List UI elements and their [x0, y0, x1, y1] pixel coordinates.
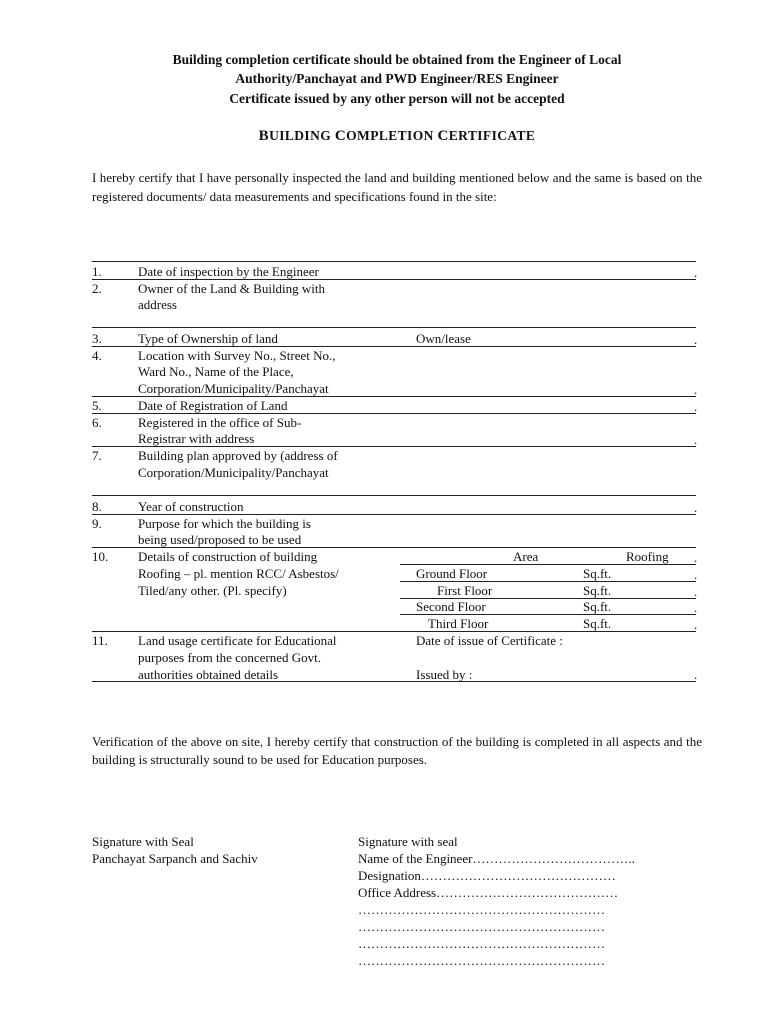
- rule: [92, 327, 696, 328]
- page: Building completion certificate should be obtained from the Engineer of Local Authority/Panchayat and PWD Engineer/RES Engineer Certificate issued by any other person will not be accepted BUILDING COMPLETION CERTIFICATE I hereby certify that I have personally inspected the land and building mentioned below and the same is based on the registered documents/ data measurements and specifications found in the site: . . . . . . . . . . . . 1. Date of inspection by the Engineer 2. Owner of the Land & Building with address 3. Type of Ownership of land Own/lease 4. Location with Survey No., Street No., Ward No., Name of the Place, Corporation/Municipality/Panchayat 5. Date of Registration of Land 6. Registered in the office of Sub- Registrar with address 7. Building plan approved by (address of Corporation/Municipality/Panchayat 8. Year of construction 9. Purpose for which the building is being used/proposed to be used 10. Details of construction of building Roofing – pl. mention RCC/ Asbestos/ Tiled/any other. (Pl. specify) Area Roofing Ground Floor Sq.ft. First Floor Sq.ft. Second Floor Sq.ft. Third Floor Sq.ft. 11. Land usage certificate for Educational purposes from the concerned Govt. authorities obtained details Date of issue of Certificate : Issued by : Verification of the above on site, I hereby certify that construction of the building is completed in all aspects and the building is structurally sound to be used for Education purposes. Signature with Seal Panchayat Sarpanch and Sachiv Signature with seal Name of the Engineer……………………………….. Designation……………………………………… Office Address…………………………………… ………………………………………………… ………………………………………………… ………………………………………………… …………………………………………………: [0, 0, 768, 1024]
- rule: [92, 495, 696, 496]
- engineer-name-field[interactable]: Name of the Engineer………………………………..: [358, 851, 635, 866]
- unit-label: Sq.ft.: [583, 583, 612, 598]
- item-label: Purpose for which the building is: [138, 516, 311, 531]
- address-line-field[interactable]: …………………………………………………: [358, 902, 605, 917]
- item-label: Land usage certificate for Educational: [138, 633, 337, 648]
- date-of-issue-label: Date of issue of Certificate :: [416, 633, 563, 648]
- item-label: authorities obtained details: [138, 667, 279, 682]
- area-header: Area: [513, 549, 539, 564]
- item-label: Corporation/Municipality/Panchayat: [138, 381, 329, 396]
- verification-paragraph: Verification of the above on site, I hereby certify that construction of the building is completed in all aspects and the building is structurally sound to be used for Education purposes.: [92, 734, 702, 767]
- item-number: 1.: [92, 264, 102, 279]
- unit-label: Sq.ft.: [583, 566, 612, 581]
- intro-paragraph: I hereby certify that I have personally inspected the land and building mentioned below and the same is based on the registered documents/ data measurements and specifications found in the site:: [92, 170, 702, 204]
- document-title: BUILDING COMPLETION CERTIFICATE: [258, 128, 536, 144]
- item-label: Date of inspection by the Engineer: [138, 264, 319, 279]
- item-label: Location with Survey No., Street No.,: [138, 348, 336, 363]
- item-label: Details of construction of building: [138, 549, 318, 564]
- address-line-field[interactable]: …………………………………………………: [358, 936, 605, 951]
- item-label: Tiled/any other. (Pl. specify): [138, 583, 287, 598]
- item-number: 3.: [92, 331, 102, 346]
- item-number: 2.: [92, 281, 102, 296]
- address-line-field[interactable]: …………………………………………………: [358, 919, 605, 934]
- item-label: Year of construction: [138, 499, 244, 514]
- item-number: 11.: [92, 633, 108, 648]
- item-label: Building plan approved by (address of: [138, 448, 338, 463]
- item-number: 7.: [92, 448, 102, 463]
- signature-left-role: Panchayat Sarpanch and Sachiv: [92, 851, 258, 866]
- floor-label: First Floor: [437, 583, 493, 598]
- floor-label: Second Floor: [416, 599, 486, 614]
- item-label: Roofing – pl. mention RCC/ Asbestos/: [138, 566, 339, 581]
- item-label: Date of Registration of Land: [138, 398, 288, 413]
- floor-label: Third Floor: [428, 616, 489, 631]
- item-label: Registered in the office of Sub-: [138, 415, 302, 430]
- item-label: Ward No., Name of the Place,: [138, 364, 294, 379]
- item-number: 5.: [92, 398, 102, 413]
- floor-label: Ground Floor: [416, 566, 488, 581]
- item-label: Registrar with address: [138, 431, 255, 446]
- item-number: 4.: [92, 348, 102, 363]
- item-label: Owner of the Land & Building with: [138, 281, 326, 296]
- office-address-field[interactable]: Office Address……………………………………: [358, 885, 619, 900]
- header-line-3: Certificate issued by any other person will not be accepted: [229, 91, 565, 106]
- roofing-header: Roofing: [626, 549, 669, 564]
- signature-left-title: Signature with Seal: [92, 834, 194, 849]
- item-label: being used/proposed to be used: [138, 532, 302, 547]
- header-line-2: Authority/Panchayat and PWD Engineer/RES Engineer: [235, 71, 559, 86]
- issued-by-label: Issued by :: [416, 667, 473, 682]
- item-label: Corporation/Municipality/Panchayat: [138, 465, 329, 480]
- unit-label: Sq.ft.: [583, 616, 612, 631]
- item-label: purposes from the concerned Govt.: [138, 650, 322, 665]
- signature-right-title: Signature with seal: [358, 834, 458, 849]
- address-line-field[interactable]: …………………………………………………: [358, 953, 605, 968]
- rule: [92, 261, 696, 262]
- item-number: 6.: [92, 415, 102, 430]
- header-line-1: Building completion certificate should be obtained from the Engineer of Local: [172, 52, 622, 67]
- unit-label: Sq.ft.: [583, 599, 612, 614]
- item-label: Type of Ownership of land: [138, 331, 278, 346]
- item-number: 8.: [92, 499, 102, 514]
- item-label: address: [138, 297, 177, 312]
- item-number: 9.: [92, 516, 102, 531]
- designation-field[interactable]: Designation………………………………………: [358, 868, 616, 883]
- item-number: 10.: [92, 549, 109, 564]
- ownership-value: Own/lease: [416, 331, 471, 346]
